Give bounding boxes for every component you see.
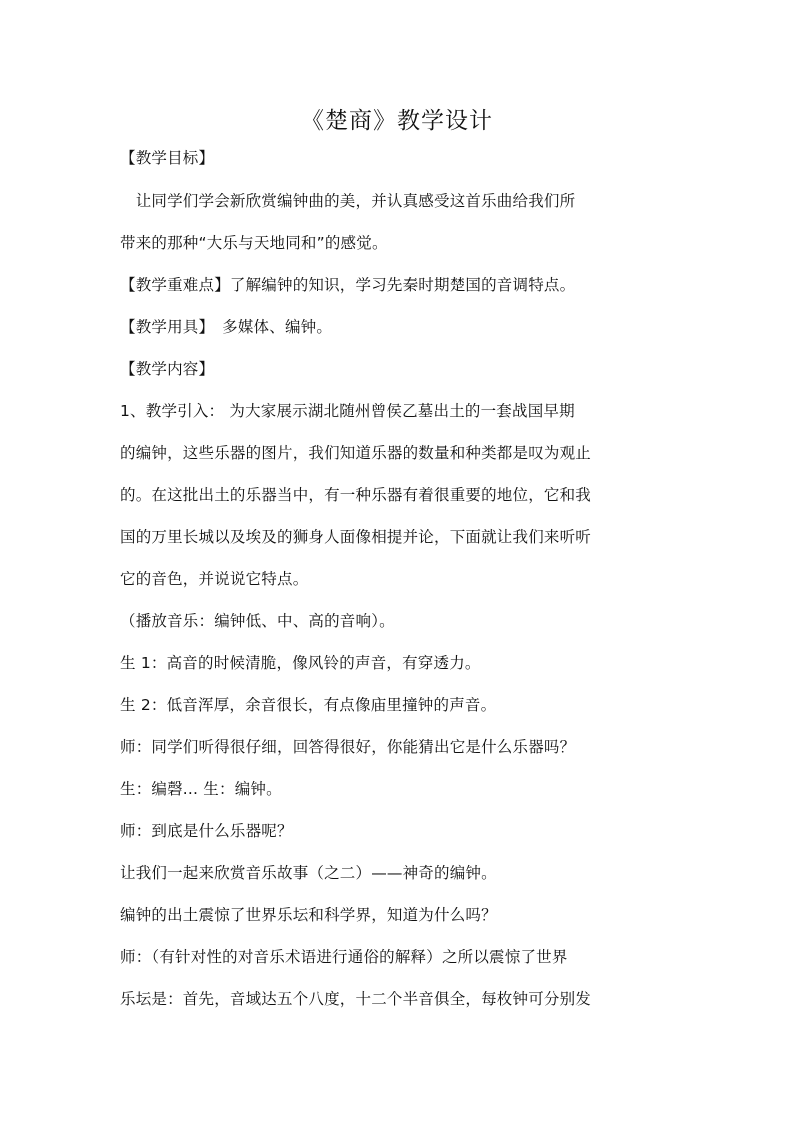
- paragraph-line: 它的音色，并说说它特点。: [120, 570, 309, 588]
- paragraph-line: 乐坛是：首先，音域达五个八度，十二个半音俱全，每枚钟可分别发: [120, 990, 592, 1008]
- document-title: 《楚商》教学设计: [301, 108, 493, 134]
- section-heading-objectives: 【教学目标】: [120, 149, 215, 167]
- dialogue-line: 师：到底是什么乐器呢？: [120, 822, 293, 840]
- paragraph-line: 让我们一起来欣赏音乐故事（之二）——神奇的编钟。: [120, 864, 497, 882]
- dialogue-line: 生 1：高音的时候清脆，像风铃的声音，有穿透力。: [120, 654, 481, 672]
- dialogue-line: 师：（有针对性的对音乐术语进行通俗的解释）之所以震惊了世界: [120, 948, 568, 966]
- paragraph-line: （播放音乐：编钟低、中、高的音响）。: [120, 612, 395, 630]
- dialogue-line: 生：编磬... 生：编钟。: [120, 780, 282, 798]
- dialogue-line: 师：同学们听得很仔细，回答得很好，你能猜出它是什么乐器吗？: [120, 738, 576, 756]
- section-heading-tools: 【教学用具】 多媒体、编钟。: [120, 318, 333, 336]
- section-heading-content: 【教学内容】: [120, 360, 215, 378]
- paragraph-line: 的。在这批出土的乐器当中，有一种乐器有着很重要的地位，它和我: [120, 486, 592, 504]
- section-heading-key-points: 【教学重难点】了解编钟的知识，学习先秦时期楚国的音调特点。: [120, 276, 576, 294]
- paragraph-line: 编钟的出土震惊了世界乐坛和科学界，知道为什么吗？: [120, 906, 497, 924]
- paragraph-line: 的编钟，这些乐器的图片，我们知道乐器的数量和种类都是叹为观止: [120, 444, 592, 462]
- paragraph-line: 带来的那种“大乐与天地同和”的感觉。: [120, 234, 388, 252]
- paragraph-line: 国的万里长城以及埃及的狮身人面像相提并论，下面就让我们来听听: [120, 528, 592, 546]
- paragraph-line: 让同学们学会新欣赏编钟曲的美，并认真感受这首乐曲给我们所: [120, 192, 576, 210]
- paragraph-line: 1、教学引入： 为大家展示湖北随州曾侯乙墓出土的一套战国早期: [120, 402, 575, 420]
- dialogue-line: 生 2：低音浑厚，余音很长，有点像庙里撞钟的声音。: [120, 696, 497, 714]
